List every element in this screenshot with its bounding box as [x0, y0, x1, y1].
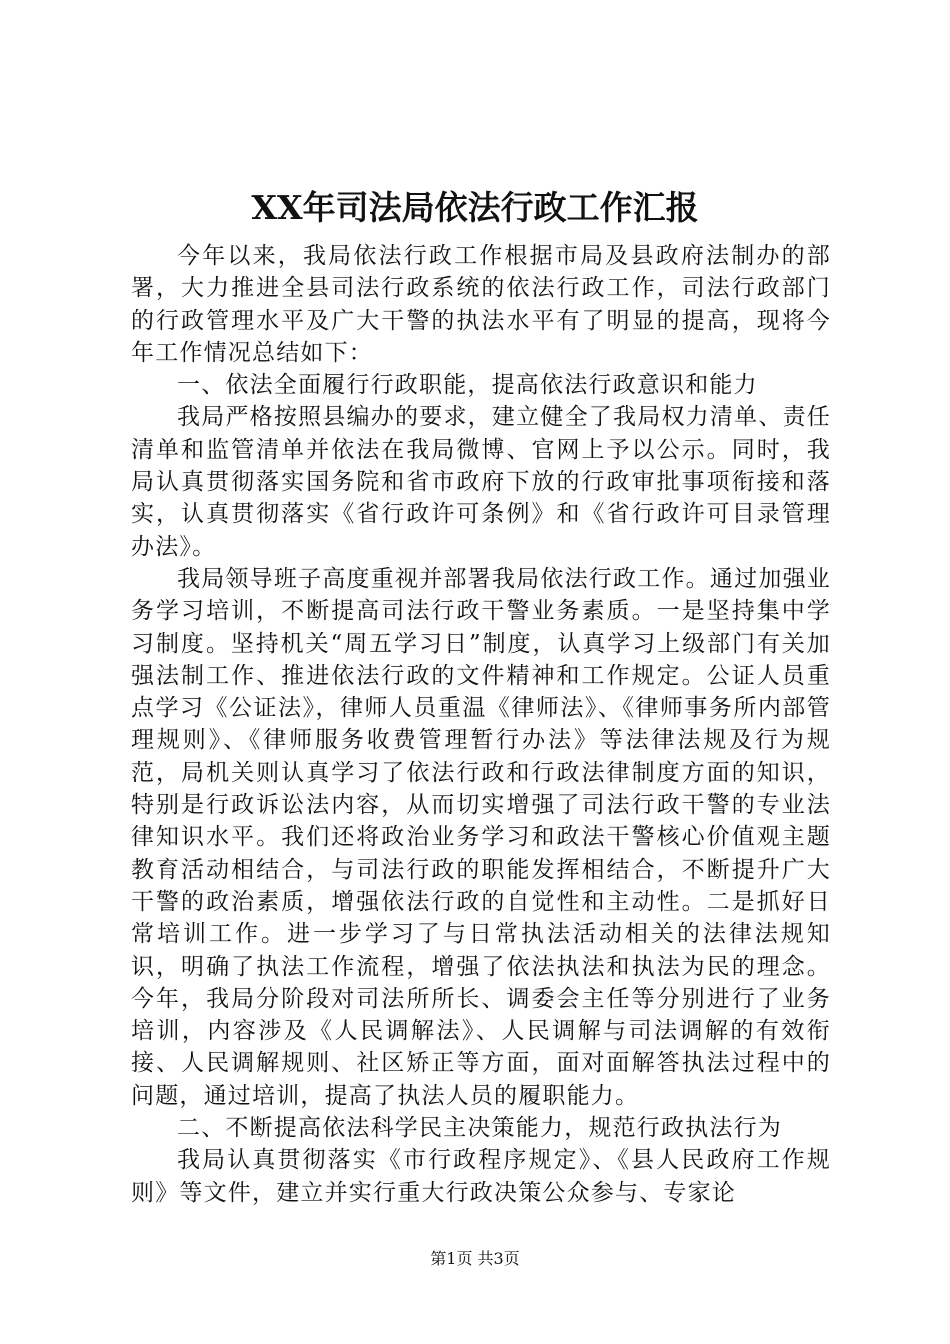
paragraph-training: 我局领导班子高度重视并部署我局依法行政工作。通过加强业务学习培训，不断提高司法行政干警业务素质。一是坚持集中学习制度。坚持机关“周五学习日”制度，认真学习上级部门有关加强法制工作、推进依法行政的文件精神和工作规定。公证人员重点学习《公证法》，律师人员重温《律师法》、《律师事务所内部管理规则》、《律师服务收费管理暂行办法》等法律法规及行为规范，局机关则认真学习了依法行政和行政法律制度方面的知识，特别是行政诉讼法内容，从而切实增强了司法行政干警的专业法律知识水平。我们还将政治业务学习和政法干警核心价值观主题教育活动相结合，与司法行政的职能发挥相结合，不断提升广大干警的政治素质，增强依法行政的自觉性和主动性。二是抓好日常培训工作。进一步学习了与日常执法活动相关的法律法规知识，明确了执法工作流程，增强了依法执法和执法为民的理念。今年，我局分阶段对司法所所长、调委会主任等分别进行了业务培训，内容涉及《人民调解法》、人民调解与司法调解的有效衔接、人民调解规则、社区矫正等方面，面对面解答执法过程中的问题，通过培训，提高了执法人员的履职能力。 — [131, 565, 831, 1109]
section-heading-2: 二、不断提高依法科学民主决策能力，规范行政执法行为 — [177, 1115, 782, 1142]
document-body — [131, 240, 831, 1209]
page-footer: 第1页 共3页 — [430, 1249, 520, 1268]
document-title: XX年司法局依法行政工作汇报 — [251, 188, 699, 227]
paragraph-responsibility-lists: 我局严格按照县编办的要求，建立健全了我局权力清单、责任清单和监管清单并依法在我局微博、官网上予以公示。同时，我局认真贯彻落实国务院和省市政府下放的行政审批事项衔接和落实，认真贯彻落实《省行政许可条例》和《省行政许可目录管理办法》。 — [131, 404, 831, 560]
section-heading-1: 一、依法全面履行行政职能，提高依法行政意识和能力 — [177, 372, 758, 399]
paragraph-decision-making: 我局认真贯彻落实《市行政程序规定》、《县人民政府工作规则》等文件，建立并实行重大行政决策公众参与、专家论 — [131, 1147, 831, 1206]
paragraph-intro: 今年以来，我局依法行政工作根据市局及县政府法制办的部署，大力推进全县司法行政系统的依法行政工作，司法行政部门的行政管理水平及广大干警的执法水平有了明显的提高，现将今年工作情况总结如下： — [131, 243, 831, 366]
